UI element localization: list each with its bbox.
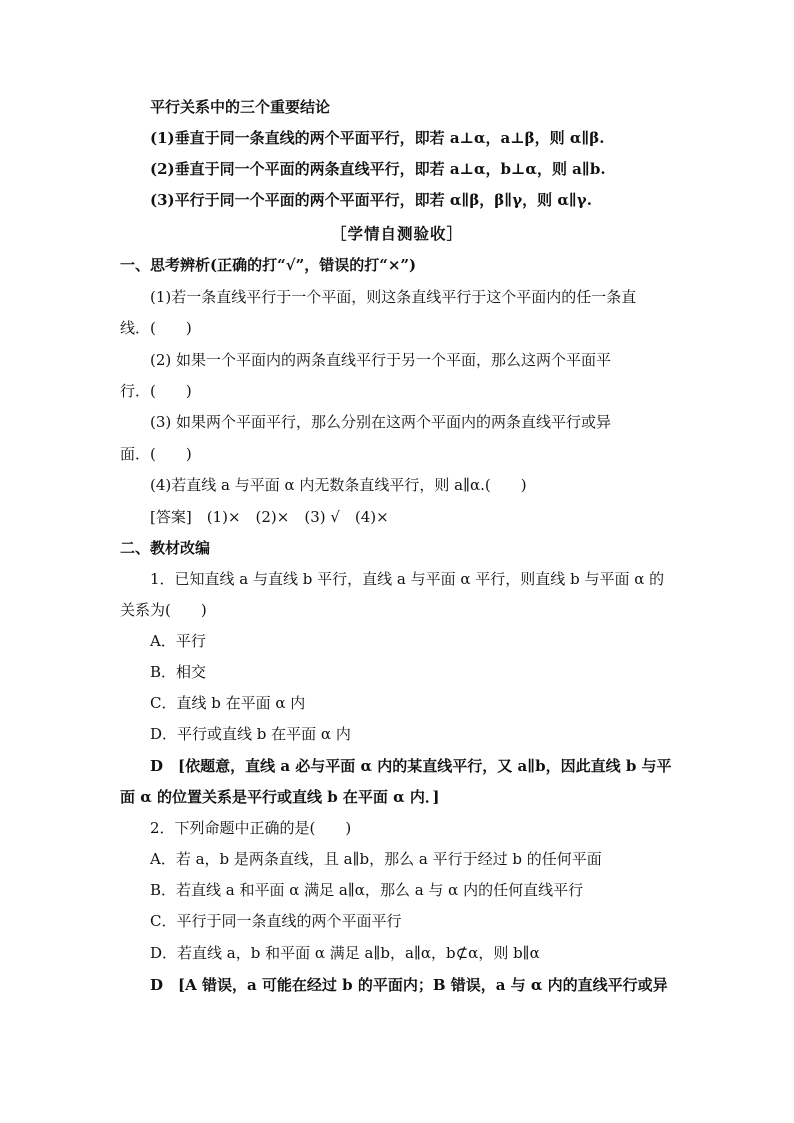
part2-q2-option-d: D．若直线 a，b 和平面 α 满足 a∥b，a∥α，b⊄α，则 b∥α (150, 944, 540, 962)
part1-q4: (4)若直线 a 与平面 α 内无数条直线平行，则 a∥α.( ) (150, 476, 527, 494)
part1-heading: 一、思考辨析(正确的打“√”，错误的打“×”) (120, 256, 417, 274)
part2-q1-option-d: D．平行或直线 b 在平面 α 内 (150, 725, 351, 743)
part2-heading: 二、教材改编 (120, 539, 211, 557)
section-title: ［学情自测验收］ (330, 224, 463, 243)
part2-q1-solution-line2: 面 α 的位置关系是平行或直线 b 在平面 α 内．] (120, 788, 440, 806)
conclusion-item-2: (2)垂直于同一个平面的两条直线平行，即若 a⊥α，b⊥α，则 a∥b. (150, 160, 606, 178)
part2-q1-line2: 关系为( ) (120, 601, 207, 619)
conclusion-item-3: (3)平行于同一个平面的两个平面平行，即若 α∥β，β∥γ，则 α∥γ. (150, 191, 592, 209)
part1-q3-line1: (3) 如果两个平面平行，那么分别在这两个平面内的两条直线平行或异 (150, 413, 612, 431)
part2-q2-option-b: B．若直线 a 和平面 α 满足 a∥α，那么 a 与 α 内的任何直线平行 (150, 881, 584, 899)
part1-answer: [答案] (1)× (2)× (3) √ (4)× (150, 508, 389, 526)
part1-q3-line2: 面．( ) (120, 445, 192, 463)
part2-q2-option-a: A．若 a，b 是两条直线，且 a∥b，那么 a 平行于经过 b 的任何平面 (150, 850, 602, 868)
part2-q2-stem: 2．下列命题中正确的是( ) (150, 819, 352, 837)
part2-q2-option-c: C．平行于同一条直线的两个平面平行 (150, 912, 402, 930)
part1-q2-line1: (2) 如果一个平面内的两条直线平行于另一个平面，那么这两个平面平 (150, 351, 612, 369)
part1-q1-line2: 线．( ) (120, 319, 192, 337)
conclusions-title: 平行关系中的三个重要结论 (150, 98, 331, 116)
conclusion-item-1: (1)垂直于同一条直线的两个平面平行，即若 a⊥α，a⊥β，则 α∥β. (150, 129, 605, 147)
part2-q1-option-a: A．平行 (150, 632, 206, 650)
part2-q1-option-c: C．直线 b 在平面 α 内 (150, 694, 306, 712)
part2-q1-line1: 1．已知直线 a 与直线 b 平行，直线 a 与平面 α 平行，则直线 b 与平面 α 的 (150, 570, 665, 588)
part2-q2-solution-line1: D [A 错误，a 可能在经过 b 的平面内；B 错误，a 与 α 内的直线平行或异 (150, 976, 668, 994)
part2-q1-option-b: B．相交 (150, 663, 207, 681)
part2-q1-solution-line1: D [依题意，直线 a 必与平面 α 内的某直线平行，又 a∥b，因此直线 b 与平 (150, 757, 672, 775)
part1-q2-line2: 行．( ) (120, 382, 192, 400)
part1-q1-line1: (1)若一条直线平行于一个平面，则这条直线平行于这个平面内的任一条直 (150, 288, 637, 306)
